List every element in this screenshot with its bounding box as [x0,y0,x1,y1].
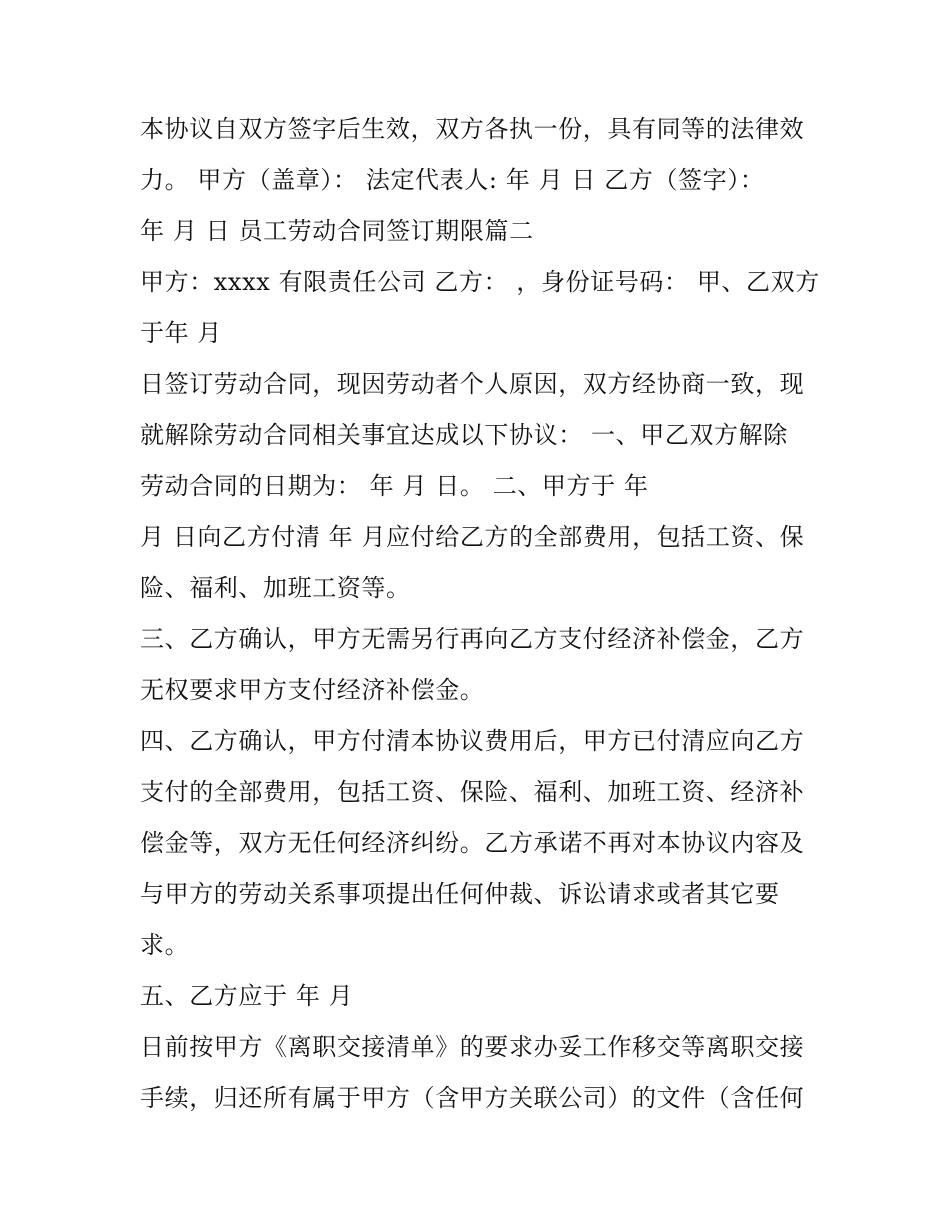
text-line: 求。 [140,931,190,959]
text-line: 险、福利、加班工资等。 [140,574,411,602]
text-line: 月 日向乙方付清 年 月应付给乙方的全部费用，包括工资、保 [140,523,805,551]
text-line: 就解除劳动合同相关事宜达成以下协议： 一、甲乙双方解除 [140,421,788,449]
document-body [140,104,820,1124]
text-line: 支付的全部费用，包括工资、保险、福利、加班工资、经济补 [140,778,805,806]
text-line: 五、乙方应于 年 月 [140,982,354,1010]
text-line: 手续，归还所有属于甲方（含甲方关联公司）的文件（含任何 [140,1084,805,1112]
text-line: 四、乙方确认，甲方付清本协议费用后，甲方已付清应向乙方 [140,727,805,755]
text-line: 日前按甲方《离职交接清单》的要求办妥工作移交等离职交接 [140,1033,805,1061]
text-line: 本协议自双方签字后生效，双方各执一份，具有同等的法律效 [140,115,805,143]
text-line: 年 月 日 员工劳动合同签订期限篇二 [140,217,534,245]
text-line: 日签订劳动合同，现因劳动者个人原因，双方经协商一致，现 [140,370,805,398]
text-line: 三、乙方确认，甲方无需另行再向乙方支付经济补偿金，乙方 [140,625,805,653]
text-line: 甲方：xxxx 有限责任公司 乙方： ，身份证号码： 甲、乙双方 [140,268,820,296]
text-line: 于年 月 [140,319,223,347]
text-line: 与甲方的劳动关系事项提出任何仲裁、诉讼请求或者其它要 [140,880,780,908]
text-line: 偿金等，双方无任何经济纠纷。乙方承诺不再对本协议内容及 [140,829,805,857]
text-line: 无权要求甲方支付经济补偿金。 [140,676,485,704]
text-line: 力。 甲方（盖章）： 法定代表人: 年 月 日 乙方（签字）： [140,166,765,194]
text-line: 劳动合同的日期为： 年 月 日。 二、甲方于 年 [140,472,649,500]
